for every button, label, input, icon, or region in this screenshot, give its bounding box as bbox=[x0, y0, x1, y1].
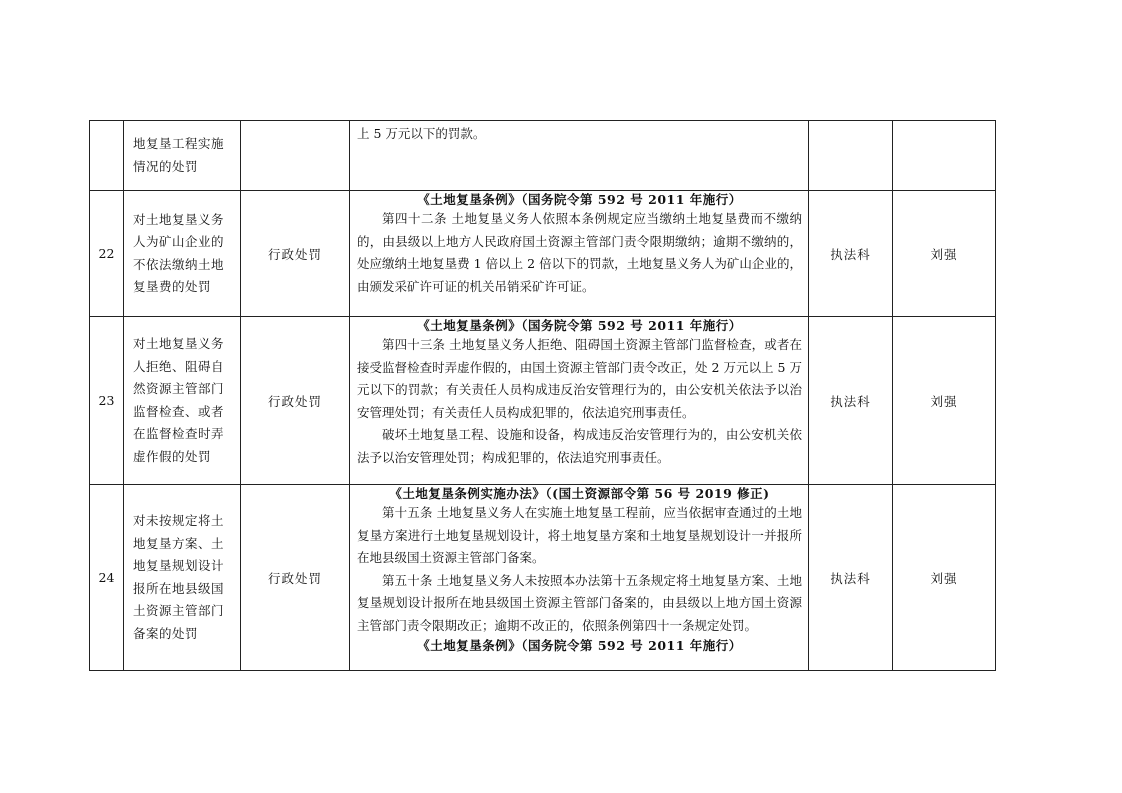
responsible-department bbox=[809, 121, 893, 191]
responsible-department: 执法科 bbox=[809, 317, 893, 485]
basis-paragraph: 第四十三条 土地复垦义务人拒绝、阻碍国土资源主管部门监督检查，或者在接受监督检查时弄虚作假的，由国土资源主管部门责令改正，处 2 万元以上 5 万元以下的罚款；有关责任人员构成违反治安管理行为的，由公安机关依法予以治安管理处罚；有关责任人员构成犯罪的，依法追究刑事责任。 bbox=[357, 337, 802, 420]
responsible-person: 刘强 bbox=[893, 191, 996, 317]
table-row bbox=[90, 317, 996, 485]
law-enforcement-table bbox=[89, 120, 996, 671]
item-category: 行政处罚 bbox=[241, 191, 350, 317]
row-number bbox=[90, 121, 124, 191]
responsible-person: 刘强 bbox=[893, 317, 996, 485]
item-category bbox=[241, 121, 350, 191]
item-name: 对未按规定将土地复垦方案、土地复垦规划设计报所在地县级国土资源主管部门备案的处罚 bbox=[124, 485, 241, 671]
item-name: 对土地复垦义务人为矿山企业的不依法缴纳土地复垦费的处罚 bbox=[124, 191, 241, 317]
basis-title: 《土地复垦条例》（国务院令第 592 号 2011 年施行） bbox=[417, 638, 742, 653]
legal-basis bbox=[350, 191, 809, 317]
table-row bbox=[90, 485, 996, 671]
basis-title: 《土地复垦条例》（国务院令第 592 号 2011 年施行） bbox=[417, 318, 742, 333]
legal-basis bbox=[350, 485, 809, 671]
basis-paragraph: 破坏土地复垦工程、设施和设备，构成违反治安管理行为的，由公安机关依法予以治安管理处罚；构成犯罪的，依法追究刑事责任。 bbox=[357, 427, 802, 465]
basis-paragraph: 第四十二条 土地复垦义务人依照本条例规定应当缴纳土地复垦费而不缴纳的，由县级以上地方人民政府国土资源主管部门责令限期缴纳；逾期不缴纳的，处应缴纳土地复垦费 1 倍以上 2 倍以下的罚款，土地复垦义务人为矿山企业的，由颁发采矿许可证的机关吊销采矿许可证。 bbox=[357, 211, 802, 294]
responsible-person: 刘强 bbox=[893, 485, 996, 671]
item-name: 地复垦工程实施情况的处罚 bbox=[124, 121, 241, 191]
basis-paragraph: 第五十条 土地复垦义务人未按照本办法第十五条规定将土地复垦方案、土地复垦规划设计报所在地县级国土资源主管部门备案的，由县级以上地方国土资源主管部门责令限期改正；逾期不改正的，依照条例第四十一条规定处罚。 bbox=[357, 572, 802, 633]
item-category: 行政处罚 bbox=[241, 317, 350, 485]
responsible-department: 执法科 bbox=[809, 485, 893, 671]
responsible-department: 执法科 bbox=[809, 191, 893, 317]
basis-paragraph: 上 5 万元以下的罚款。 bbox=[357, 126, 486, 141]
row-number: 23 bbox=[90, 317, 124, 485]
table-row bbox=[90, 191, 996, 317]
responsible-person bbox=[893, 121, 996, 191]
basis-title: 《土地复垦条例》（国务院令第 592 号 2011 年施行） bbox=[417, 192, 742, 207]
row-number: 24 bbox=[90, 485, 124, 671]
basis-paragraph: 第十五条 土地复垦义务人在实施土地复垦工程前，应当依据审查通过的土地复垦方案进行土地复垦规划设计，将土地复垦方案和土地复垦规划设计一并报所在地县级国土资源主管部门备案。 bbox=[357, 505, 802, 565]
item-category: 行政处罚 bbox=[241, 485, 350, 671]
row-number: 22 bbox=[90, 191, 124, 317]
table-row bbox=[90, 121, 996, 191]
basis-title: 《土地复垦条例实施办法》（(国土资源部令第 56 号 2019 修正) bbox=[389, 486, 770, 501]
legal-basis bbox=[350, 317, 809, 485]
legal-basis bbox=[350, 121, 809, 191]
item-name: 对土地复垦义务人拒绝、阻碍自然资源主管部门监督检查、或者在监督检查时弄虚作假的处罚 bbox=[124, 317, 241, 485]
